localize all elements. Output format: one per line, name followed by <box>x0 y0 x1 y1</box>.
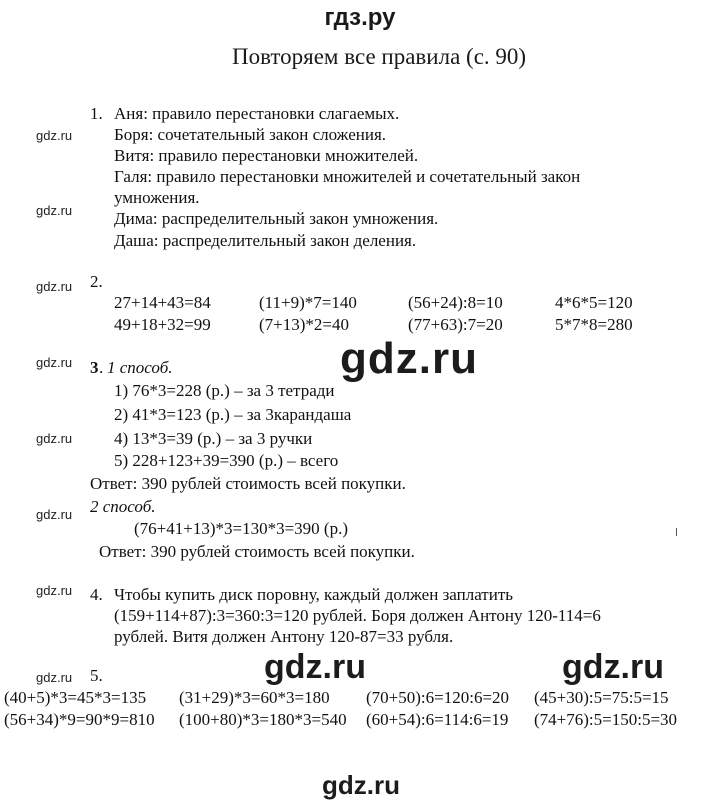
task3-step: 1) 76*3=228 (р.) – за 3 тетради <box>114 381 335 400</box>
watermark-margin: gdz.ru <box>36 431 73 446</box>
watermark-margin: gdz.ru <box>36 670 73 685</box>
task4-line: (159+114+87):3=360:3=120 рублей. Боря должен Антону 120-114=6 <box>114 606 601 625</box>
task5-cell: (100+80)*3=180*3=540 <box>179 710 347 729</box>
task3-step: 2) 41*3=123 (р.) – за 3карандаша <box>114 405 352 424</box>
task1-number: 1. <box>90 104 103 123</box>
task2-cell: 27+14+43=84 <box>114 293 211 312</box>
watermark-large: gdz.ru <box>264 648 366 686</box>
task5-number: 5. <box>90 666 103 685</box>
task4-line: рублей. Витя должен Антону 120-87=33 рубля. <box>114 627 454 646</box>
task1-line: умножения. <box>114 188 200 207</box>
task5-cell: (74+76):5=150:5=30 <box>534 710 678 729</box>
task4-number: 4. <box>90 585 103 604</box>
watermark-large: gdz.ru <box>340 334 478 383</box>
task2-cell: (77+63):7=20 <box>408 315 503 334</box>
watermark-margin: gdz.ru <box>36 583 73 598</box>
task3-answer: Ответ: 390 рублей стоимость всей покупки. <box>90 474 406 493</box>
watermark-margin: gdz.ru <box>36 355 73 370</box>
watermark-large: gdz.ru <box>562 648 664 686</box>
watermark-margin: gdz.ru <box>36 128 73 143</box>
watermark-margin: gdz.ru <box>36 279 73 294</box>
task2-cell: (11+9)*7=140 <box>259 293 357 312</box>
task1-line: Дима: распределительный закон умножения. <box>114 209 439 228</box>
scan-mark <box>676 528 677 536</box>
site-header-title: гдз.ру <box>324 4 396 31</box>
task3-method2-label: 2 способ. <box>90 497 156 516</box>
task2-cell: (56+24):8=10 <box>408 293 503 312</box>
task5-cell: (31+29)*3=60*3=180 <box>179 688 330 707</box>
task2-cell: 49+18+32=99 <box>114 315 211 334</box>
page-title: Повторяем все правила (с. 90) <box>232 44 527 69</box>
task3-number: 3 <box>90 358 99 377</box>
task1-line: Аня: правило перестановки слагаемых. <box>114 104 400 123</box>
task2-cell: (7+13)*2=40 <box>259 315 349 334</box>
task3-dot: . <box>99 358 104 377</box>
task5-cell: (56+34)*9=90*9=810 <box>4 710 155 729</box>
task2-cell: 5*7*8=280 <box>555 315 633 334</box>
task3-expression: (76+41+13)*3=130*3=390 (р.) <box>134 519 348 538</box>
watermark-large: gdz.ru <box>322 770 400 800</box>
task2-number: 2. <box>90 272 103 291</box>
task1-line: Галя: правило перестановки множителей и сочетательный закон <box>114 167 581 186</box>
task5-cell: (40+5)*3=45*3=135 <box>4 688 147 707</box>
task5-cell: (45+30):5=75:5=15 <box>534 688 669 707</box>
watermark-margin: gdz.ru <box>36 203 73 218</box>
watermark-margin: gdz.ru <box>36 507 73 522</box>
task1-line: Даша: распределительный закон деления. <box>114 231 417 250</box>
task5-cell: (60+54):6=114:6=19 <box>366 710 509 729</box>
task3-method1-label: 1 способ. <box>107 358 173 377</box>
task2-cell: 4*6*5=120 <box>555 293 633 312</box>
task4-line: Чтобы купить диск поровну, каждый должен заплатить <box>114 585 514 604</box>
task1-line: Боря: сочетательный закон сложения. <box>114 125 387 144</box>
task1-line: Витя: правило перестановки множителей. <box>114 146 419 165</box>
task5-cell: (70+50):6=120:6=20 <box>366 688 510 707</box>
task3-step: 4) 13*3=39 (р.) – за 3 ручки <box>114 429 313 448</box>
task3-step: 5) 228+123+39=390 (р.) – всего <box>114 451 339 470</box>
task3-answer: Ответ: 390 рублей стоимость всей покупки. <box>99 542 415 561</box>
